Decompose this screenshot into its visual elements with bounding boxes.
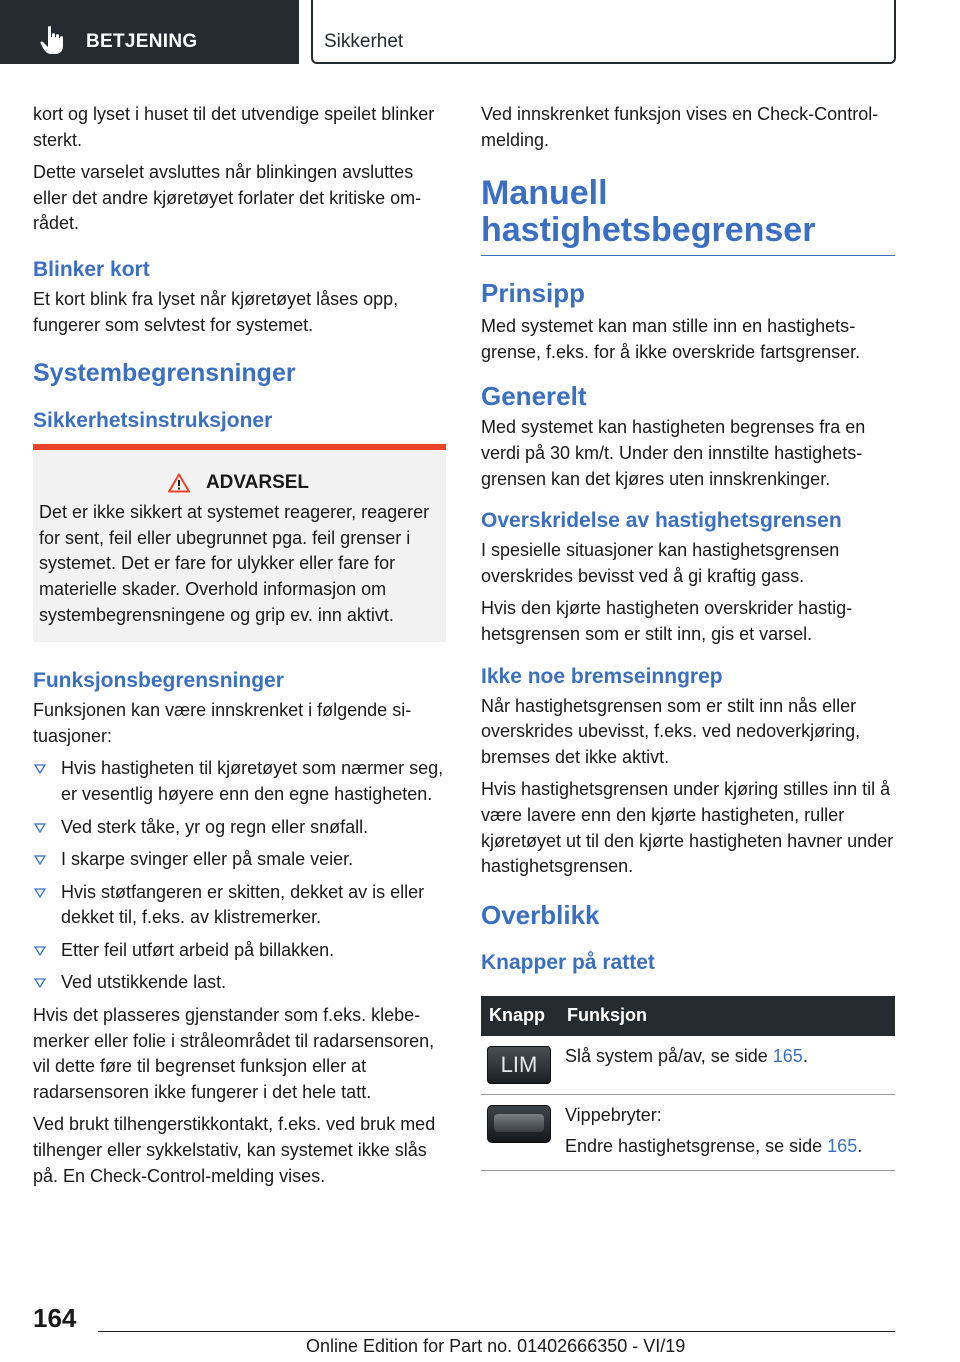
bullet-list	[33, 756, 446, 996]
page-number: 164	[33, 1303, 77, 1333]
paragraph: Funksjonen kan være innskrenket i følgende situasjoner:	[33, 700, 412, 746]
triangle-bullet-icon	[34, 764, 46, 774]
paragraph: Hvis det plasseres gjenstander som f.eks. klebemerker eller folie i stråleområdet til radarsensoren, vil dette føre til begrenset funksjon eller at radarsensoren ikke fungerer i det hele tatt.	[33, 1005, 435, 1102]
paragraph: Hvis hastighetsgrensen under kjøring stilles inn til å være lavere enn den kjørte hastigheten, ruller kjøretøyet ut til den kjørte hastigheten havner under hastighetsgrensen.	[481, 779, 894, 877]
header-section-title: BETJENING	[86, 31, 198, 52]
list-item: Hvis hastigheten til kjøretøyet som nærmer seg, er vesentlig høyere enn den egne hastigheten.	[33, 756, 446, 807]
triangle-bullet-icon	[34, 978, 46, 988]
heading-exceed: Overskridelse av hastighetsgrensen	[481, 509, 842, 533]
warning-text: Det er ikke sikkert at systemet reagerer, reagerer for sent, feil eller ubegrunnet pga. feil grenser i systemet. Det er fare for ulykker eller fare for materielle skader. Overhold informasjon om systembegrensningene og grip ev. inn aktivt.	[39, 502, 430, 625]
heading-speed-limiter: Manuell hastighetsbegrenser	[481, 175, 895, 256]
buttons-table	[481, 996, 895, 1171]
list-item: I skarpe svinger eller på smale veier.	[33, 847, 446, 873]
paragraph: Dette varselet avsluttes når blinkingen avsluttes eller det andre kjøretøyet forlater det kritiske området.	[33, 162, 422, 234]
rocker-switch-icon	[487, 1105, 551, 1143]
heading-safety: Sikkerhetsinstruksjoner	[33, 409, 273, 433]
heading-blink: Blinker kort	[33, 257, 150, 281]
heading-function-limits: Funksjonsbegrensninger	[33, 669, 284, 693]
page-link[interactable]: 165	[772, 1045, 803, 1066]
table-header-row	[481, 996, 895, 1036]
triangle-bullet-icon	[34, 855, 46, 865]
triangle-bullet-icon	[34, 888, 46, 898]
paragraph: Med systemet kan hastigheten begrenses fra en verdi på 30 km/t. Under den innstilte hastighetsgrensen kan det kjøres uten innskrenkinger.	[481, 417, 866, 489]
paragraph: Når hastighetsgrensen som er stilt inn nås eller overskrides ubevisst, f.eks. ved nedoverkjøring, bremses det ikke aktivt.	[481, 695, 861, 767]
table-header-button: Knapp	[481, 996, 559, 1036]
lim-button-icon: LIM	[487, 1046, 551, 1084]
warning-triangle-icon	[168, 473, 190, 493]
table-header-function: Funksjon	[559, 996, 895, 1036]
paragraph: Et kort blink fra lyset når kjøretøyet låses opp, fungerer som selvtest for systemet.	[33, 288, 399, 335]
paragraph: Ved innskrenket funksjon vises en Check-Control-melding.	[481, 104, 879, 150]
list-item: Hvis støtfangeren er skitten, dekket av is eller dekket til, f.eks. av klistremerker.	[33, 880, 446, 931]
paragraph: I spesielle situasjoner kan hastighetsgrensen overskrides bevisst ved å gi kraftig gass.	[481, 540, 840, 586]
paragraph: Med systemet kan man stille inn en hastighetsgrense, f.eks. for å ikke overskride fartsgrenser.	[481, 316, 861, 362]
header-section-tab	[0, 0, 299, 64]
triangle-bullet-icon	[34, 946, 46, 956]
list-item: Ved utstikkende last.	[33, 970, 446, 996]
paragraph: Ved brukt tilhengerstikkontakt, f.eks. ved bruk med tilhenger eller sykkelstativ, kan systemet ikke slås på. En Check-Control-melding vises.	[33, 1114, 436, 1186]
heading-system-limits: Systembegrensninger	[33, 359, 296, 388]
heading-principle: Prinsipp	[481, 278, 586, 309]
list-item: Etter feil utført arbeid på billakken.	[33, 938, 446, 964]
right-column	[481, 102, 895, 1171]
page-link[interactable]: 165	[827, 1136, 858, 1157]
heading-overview: Overblikk	[481, 899, 600, 930]
footer-divider	[98, 1331, 895, 1332]
heading-general: Generelt	[481, 381, 587, 412]
paragraph: kort og lyset i huset til det utvendige speilet blinker sterkt.	[33, 104, 435, 150]
hand-pointer-icon	[40, 25, 64, 55]
table-row: LIM Slå system på/av, se side 165.	[481, 1036, 895, 1095]
footer-edition: Online Edition for Part no. 01402666350 - VI/19	[306, 1336, 686, 1356]
paragraph: Hvis den kjørte hastigheten overskrider hastighetsgrensen som er stilt inn, gis et varsel.	[481, 598, 853, 644]
triangle-bullet-icon	[34, 823, 46, 833]
heading-steering-buttons: Knapper på rattet	[481, 950, 655, 974]
warning-box	[33, 444, 446, 642]
table-row: Vippebryter: Endre hastighetsgrense, se side 165.	[481, 1094, 895, 1170]
header-chapter-title: Sikkerhet	[324, 31, 404, 52]
list-item: Ved sterk tåke, yr og regn eller snøfall.	[33, 815, 446, 841]
left-column	[33, 102, 446, 1196]
warning-title: ADVARSEL	[39, 472, 438, 494]
heading-no-brake: Ikke noe bremseinngrep	[481, 664, 723, 688]
